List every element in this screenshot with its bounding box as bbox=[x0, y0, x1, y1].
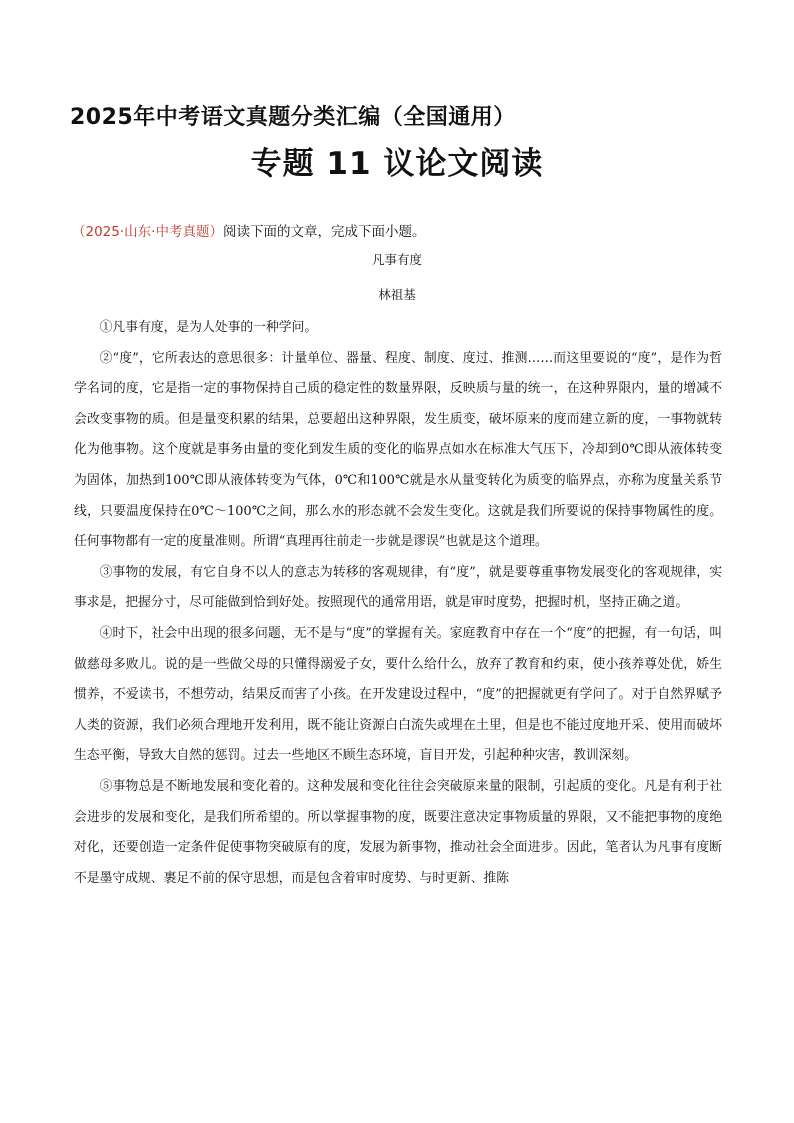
exam-source-label: （2025·山东·中考真题） bbox=[72, 224, 223, 240]
article-author: 林祖基 bbox=[378, 287, 416, 302]
question-prompt bbox=[72, 220, 425, 240]
article-body bbox=[74, 313, 722, 894]
document-title: 2025年中考语文真题分类汇编（全国通用） bbox=[70, 105, 516, 130]
paragraph-5: ⑤事物总是不断地发展和变化着的。这种发展和变化往往会突破原来量的限制，引起质的变化。凡是有利于社会进步的发展和变化，是我们所希望的。所以掌握事物的度，既要注意决定事物质量的界限，又不能把事物的度绝对化，还要创造一定条件促使事物突破原有的度，发展为新事物，推动社会全面进步。因此，笔者认为凡事有度断不是墨守成规、裹足不前的保守思想，而是包含着审时度势、与时更新、推陈 bbox=[74, 778, 722, 886]
paragraph-3: ③事物的发展，有它自身不以人的意志为转移的客观规律，有“度”，就是要尊重事物发展变化的客观规律，实事求是，把握分寸，尽可能做到恰到好处。按照现代的通常用语，就是审时度势，把握时机，坚持正确之道。 bbox=[74, 564, 722, 611]
question-instruction: 阅读下面的文章，完成下面小题。 bbox=[222, 224, 426, 240]
paragraph-1: ①凡事有度，是为人处事的一种学问。 bbox=[99, 320, 318, 335]
paragraph-4: ④时下，社会中出现的很多问题，无不是与“度”的掌握有关。家庭教育中存在一个“度”的把握，有一句话，叫做慈母多败儿。说的是一些做父母的只懂得溺爱子女，要什么给什么，放弃了教育和约束，使小孩养尊处优，娇生惯养，不爱读书，不想劳动，结果反而害了小孩。在开发建设过程中，“度”的把握就更有学问了。对于自然界赋予人类的资源，我们必须合理地开发利用，既不能让资源白白流失或埋在土里，但是也不能过度地开采、使用而破坏生态平衡，导致大自然的惩罚。过去一些地区不顾生态环境，盲目开发，引起种种灾害，教训深刻。 bbox=[74, 625, 722, 764]
paragraph-2: ②“度”，它所表达的意思很多：计量单位、器量、程度、制度、度过、推测……而这里要说的“度”，是作为哲学名词的度，它是指一定的事物保持自己质的稳定性的数量界限，反映质与量的统一，在这种界限内，量的增减不会改变事物的质。但是量变积累的结果，总要超出这种界限，发生质变，破坏原来的度而建立新的度，一事物就转化为他事物。这个度就是事务由量的变化到发生质的变化的临界点如水在标准大气压下，冷却到0℃即从液体转变为固体，加热到100℃即从液体转变为气体，0℃和100℃就是水从量变转化为质变的临界点，亦称为度量关系节线，只要温度保持在0℃～100℃之间，那么水的形态就不会发生变化。这就是我们所要说的保持事物属性的度。任何事物都有一定的度量准则。所谓“真理再往前走一步就是谬误”也就是这个道理。 bbox=[74, 350, 722, 550]
topic-heading: 专题 11 议论文阅读 bbox=[250, 146, 544, 182]
article-title: 凡事有度 bbox=[371, 252, 422, 267]
